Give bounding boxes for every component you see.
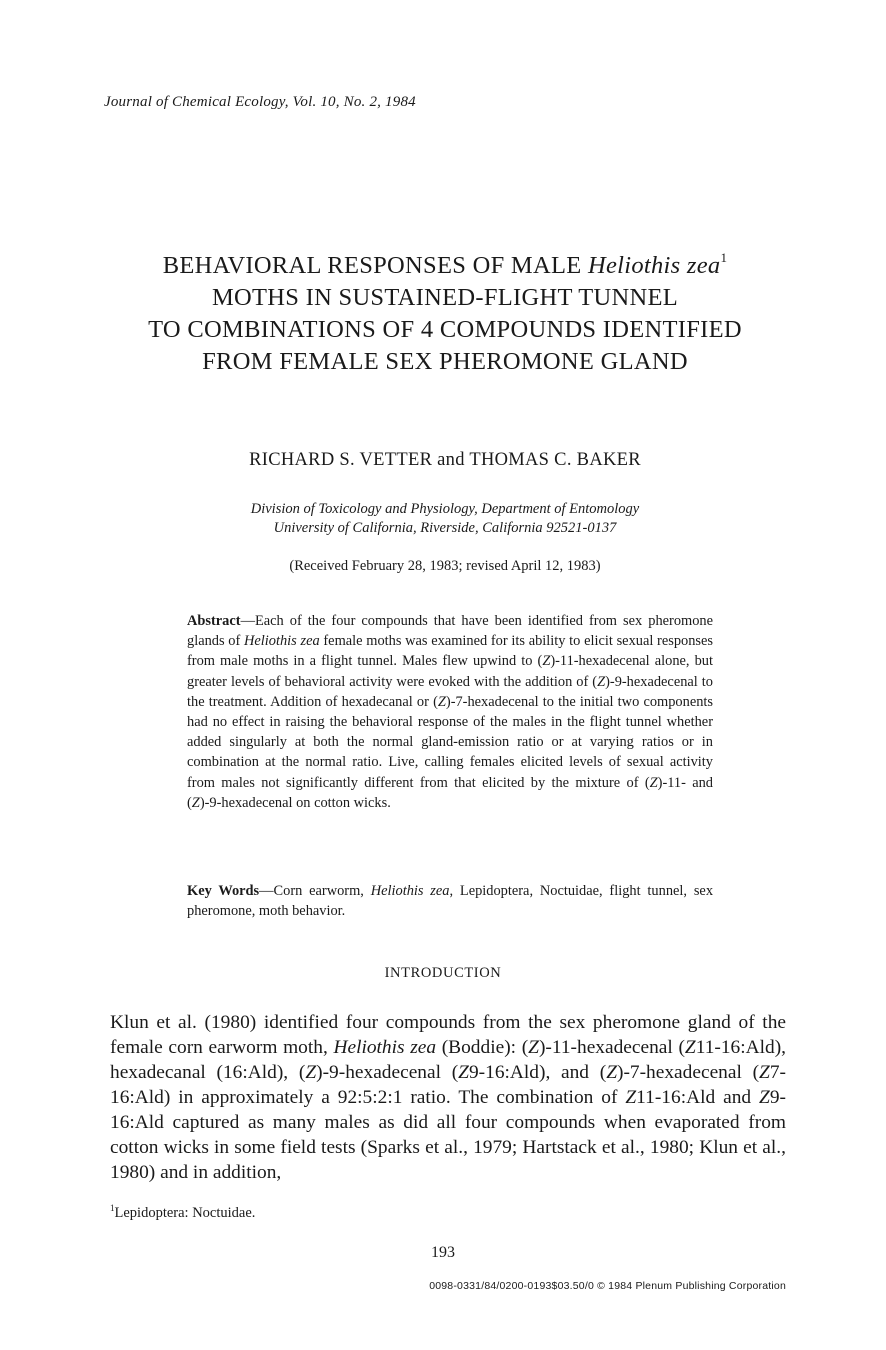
body-z: Z [606,1062,617,1083]
key-words-species: Heliothis zea [370,883,450,899]
abstract-text: )-7-hexadecenal to the initial two components had no effect in raising the behavioral response of the males in the flight tunnel whether added singularly at both the normal gland-emission ratio or at varying ratios or in combination at the normal ratio. Live, calling females elicited levels of sexual activity from males not significantly different from that elicited by the mixture of ( [187,693,713,791]
body-text: 9-16:Ald), and ( [468,1062,607,1083]
body-z: Z [759,1087,770,1108]
footnote-text: Lepidoptera: Noctuidae. [114,1205,256,1221]
title-line-1-text: BEHAVIORAL RESPONSES OF MALE [162,252,588,279]
abstract-z: Z [542,653,551,670]
body-z: Z [528,1037,539,1058]
body-species: Heliothis zea [333,1037,437,1058]
article-title [60,250,830,378]
abstract-text: )-11- and ( [187,774,714,811]
body-z: Z [458,1062,469,1083]
body-z: Z [684,1037,696,1058]
abstract-z: Z [649,774,658,791]
authors: RICHARD S. VETTER and THOMAS C. BAKER [249,450,641,470]
title-species: Heliothis zea [587,252,721,279]
body-text: )-7-hexadecenal ( [616,1062,760,1083]
body-text: 9-16:Ald captured as many males as did all four compounds when evaporated from cotton wicks in some field tests (Sparks et al., 1979; Hartstack et al., 1980; Klun et al., 1980) and in addition, [110,1087,786,1183]
body-text: 7-16:Ald) in approximately a 92:5:2:1 ratio. The combination of [110,1062,786,1108]
abstract-text: )-9-hexadecenal on cotton wicks. [199,794,391,811]
body-z: Z [625,1087,637,1108]
key-words-text: Corn earworm, [273,883,371,899]
key-words [187,881,713,921]
introduction-paragraph [110,1010,786,1185]
title-line-2: MOTHS IN SUSTAINED-FLIGHT TUNNEL [211,284,679,311]
body-z: Z [759,1062,770,1083]
abstract-text: female moths was examined for its ability to elicit sexual responses from male moths in a flight tunnel. Males flew upwind to ( [187,633,714,670]
body-text: (Boddie): ( [436,1037,529,1058]
key-words-text: , Lepidoptera, Noctuidae, flight tunnel, sex pheromone, moth behavior. [187,883,714,920]
title-line-1 [60,250,830,282]
abstract-z: Z [437,693,446,710]
affiliation-line-1: Division of Toxicology and Physiology, Department of Entomology [250,501,640,517]
body-text: 11-16:Ald), hexadecanal (16:Ald), ( [110,1037,787,1083]
page-number: 193 [431,1244,455,1261]
body-z: Z [305,1062,317,1083]
title-footnote-marker[interactable]: 1 [720,250,728,265]
journal-citation: Journal of Chemical Ecology, Vol. 10, No. 2, 1984 [104,94,416,110]
abstract-z: Z [597,673,606,690]
abstract-dash: — [240,613,255,629]
body-text: Klun et al. (1980) identified four compounds from the sex pheromone gland of the female corn earworm moth, [110,1012,786,1058]
abstract-species: Heliothis zea [244,633,320,650]
received-dates: (Received February 28, 1983; revised April 12, 1983) [289,558,601,574]
affiliation-line-2: University of California, Riverside, California 92521-0137 [273,520,617,536]
abstract-z: Z [191,794,200,811]
title-line-3: TO COMBINATIONS OF 4 COMPOUNDS IDENTIFIED [148,316,742,343]
abstract-label: Abstract [187,613,241,629]
abstract-text: Each of the four compounds that have been identified from sex pheromone glands of [187,613,713,650]
key-words-dash: — [259,883,274,899]
key-words-label: Key Words [187,883,260,899]
footnote-marker: 1 [110,1203,115,1213]
body-text: )-9-hexadecenal ( [316,1062,459,1083]
introduction-heading: INTRODUCTION [384,965,502,981]
body-text: )-11-hexadecenal ( [538,1037,685,1058]
copyright-line: 0098-0331/84/0200-0193$03.50/0 © 1984 Plenum Publishing Corporation [429,1280,786,1292]
body-text: 11-16:Ald and [636,1087,760,1108]
abstract-text: )-11-hexadecenal alone, but greater levels of behavioral activity were evoked with the addition of ( [187,653,713,690]
abstract [187,611,713,813]
footnote [110,1205,255,1222]
affiliation [60,500,830,538]
abstract-text: )-9-hexadecenal to the treatment. Addition of hexadecanal or ( [187,673,713,710]
title-line-4: FROM FEMALE SEX PHEROMONE GLAND [202,348,688,375]
